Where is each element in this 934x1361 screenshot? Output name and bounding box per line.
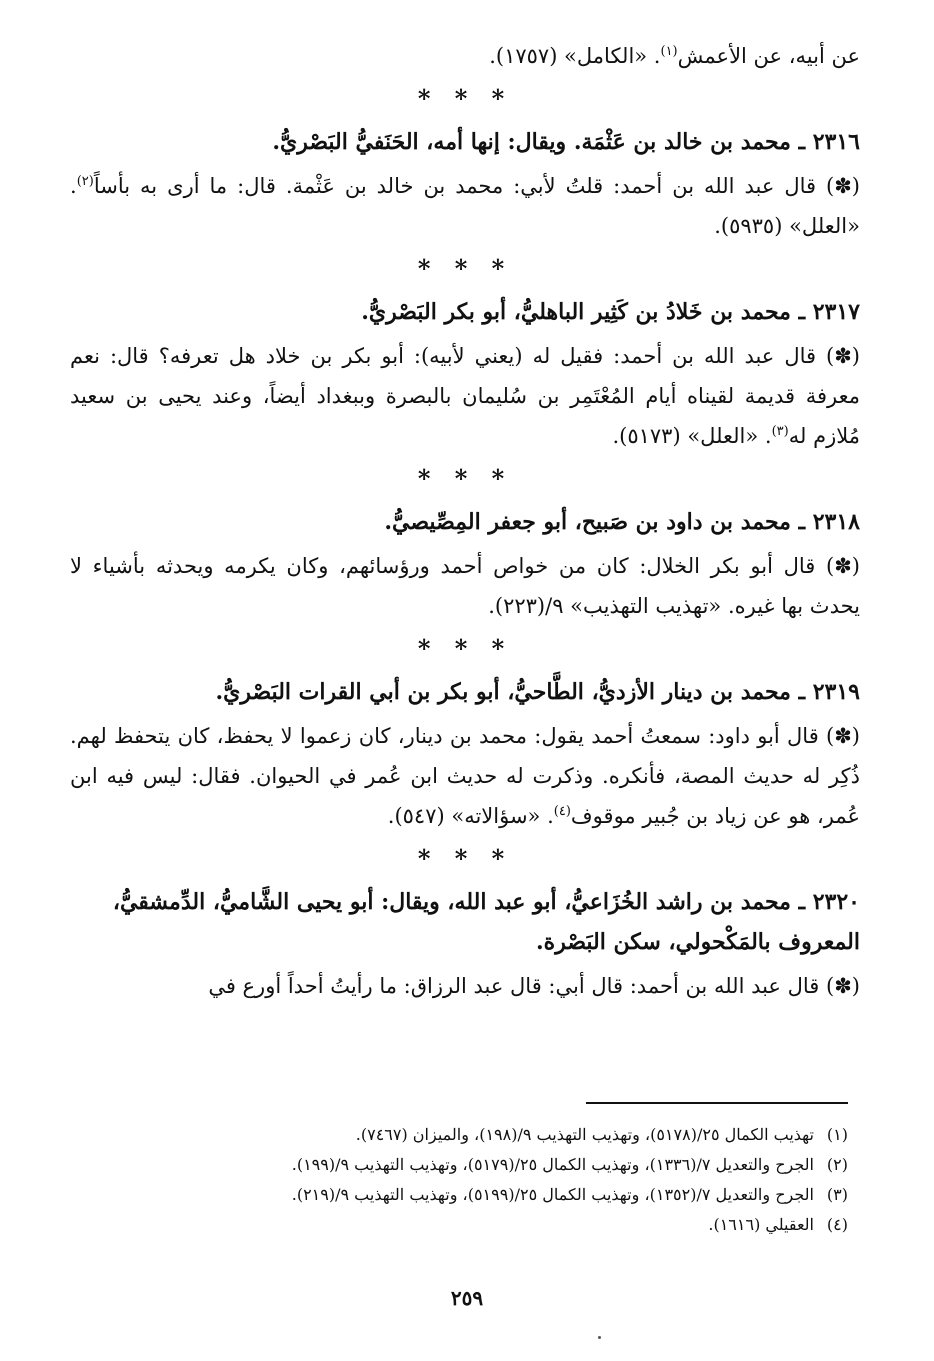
section-separator: * * * [417, 84, 513, 113]
entry-text: (✽) قال أبو بكر الخلال: كان من خواص أحمد ورؤسائهم، وكان يكرمه ويحدثه بأشياء لا يحدث بها غيره. «تهذيب التهذيب» ٩/(٢٢٣). [70, 554, 860, 618]
entry-heading: ٢٣١٦ ـ محمد بن خالد بن عَثْمَة. ويقال: إنها أمه، الحَنَفيُّ البَصْريُّ. [272, 129, 860, 155]
entry-source: . «العلل» (٥١٧٣). [612, 424, 772, 448]
entry-text: (✽) قال عبد الله بن أحمد: قال أبي: قال عبد الرزاق: ما رأيتُ أحداً أورع في [208, 974, 860, 998]
entry [70, 882, 860, 1006]
entry [70, 122, 860, 246]
footnote-ref: (٢) [76, 174, 94, 189]
entry-source: . «العلل» (٥٩٣٥). [70, 174, 860, 238]
entry-body [70, 336, 860, 456]
footnote-number: (١) [826, 1125, 848, 1144]
entry-body [70, 716, 860, 836]
entry-heading: ٢٣١٧ ـ محمد بن خَلادُ بن كَثِير الباهليُّ، أبو بكر البَصْريُّ. [361, 299, 860, 325]
entry [70, 292, 860, 456]
section-separator: * * * [417, 254, 513, 283]
entry-body [70, 166, 860, 246]
footnote-ref: (١) [660, 44, 678, 59]
footnote-ref: (٣) [771, 424, 789, 439]
entry [70, 672, 860, 836]
footnote-number: (٢) [826, 1155, 848, 1174]
entry-body [70, 546, 860, 626]
entry-heading: ٢٣١٩ ـ محمد بن دينار الأزديُّ، الطَّاحيُّ، أبو بكر بن أبي القرات البَصْريُّ. [215, 679, 860, 705]
entry-body [70, 966, 860, 1006]
footnote-text: تهذيب الكمال ٢٥/(٥١٧٨)، وتهذيب التهذيب ٩/(١٩٨)، والميزان (٧٤٦٧). [355, 1125, 814, 1144]
section-separator: * * * [417, 844, 513, 873]
footnote [148, 1180, 848, 1210]
continued-text-line [70, 36, 860, 76]
footnote [148, 1120, 848, 1150]
entry-heading: ٢٣٢٠ ـ محمد بن راشد الخُزَاعيُّ، أبو عبد الله، ويقال: أبو يحيى الشَّاميُّ، الدِّمشقيُّ، المعروف بالمَكْحولي، سكن البَصْرة. [112, 889, 860, 955]
footnote [148, 1150, 848, 1180]
footnotes [148, 1120, 848, 1240]
entry-text: (✽) قال أبو داود: سمعتُ أحمد يقول: محمد بن دينار، كان زعموا لا يحفظ، كان يتحفظ لهم. ذُكِر له حديث المصة، فأنكره. وذكرت له حديث ابن عُمر في الحيوان. فقال: ليس فيه ابن عُمر، هو عن زياد بن جُبير موقوف [70, 724, 860, 828]
entry-heading: ٢٣١٨ ـ محمد بن داود بن صَبيح، أبو جعفر المِصِّيصيُّ. [384, 509, 860, 535]
continued-text: عن أبيه، عن الأعمش [677, 44, 860, 68]
footnote-text: الجرح والتعديل ٧/(١٣٥٢)، وتهذيب الكمال ٢٥/(٥١٩٩)، وتهذيب التهذيب ٩/(٢١٩). [291, 1185, 814, 1204]
footnote-number: (٣) [826, 1185, 848, 1204]
footnote-text: العقيلي (١٦١٦). [708, 1215, 814, 1234]
entry-text: (✽) قال عبد الله بن أحمد: قلتُ لأبي: محمد بن خالد بن عَثْمة. قال: ما أرى به بأساً [93, 174, 860, 198]
footnote-rule [586, 1102, 848, 1104]
footnote-ref: (٤) [553, 804, 571, 819]
footnote [148, 1210, 848, 1240]
footnote-text: الجرح والتعديل ٧/(١٣٣٦)، وتهذيب الكمال ٢٥/(٥١٧٩)، وتهذيب التهذيب ٩/(١٩٩). [291, 1155, 814, 1174]
page-number: ٢٥٩ [450, 1286, 484, 1310]
footnote-number: (٤) [826, 1215, 848, 1234]
section-separator: * * * [417, 634, 513, 663]
entry-source: . «سؤالاته» (٥٤٧). [387, 804, 554, 828]
page-body [70, 36, 860, 1006]
continued-source: . «الكامل» (١٧٥٧). [489, 44, 661, 68]
entry-text: (✽) قال عبد الله بن أحمد: فقيل له (يعني لأبيه): أبو بكر بن خلاد هل تعرفه؟ قال: نعم معرفة قديمة لقيناه أيام المُعْتَمِر بن سُليمان بالبصرة وببغداد أيضاً، وعند يحيى بن سعيد مُلازم له [70, 344, 860, 448]
scan-speck [598, 1336, 601, 1339]
entry [70, 502, 860, 626]
section-separator: * * * [417, 464, 513, 493]
